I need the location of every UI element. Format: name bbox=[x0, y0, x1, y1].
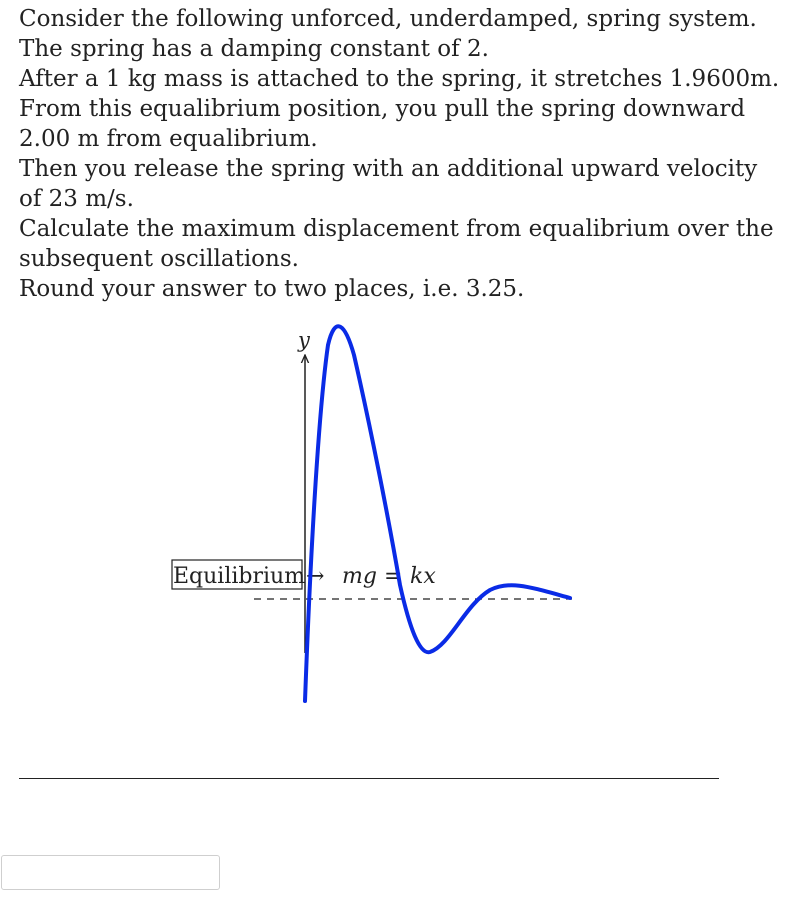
answer-separator-line bbox=[19, 778, 719, 779]
answer-input[interactable] bbox=[1, 855, 220, 890]
y-axis-label: y bbox=[298, 328, 310, 352]
spring-figure bbox=[160, 315, 590, 715]
problem-line: of 23 m/s. bbox=[19, 186, 134, 212]
equilibrium-label: Equilibrium bbox=[173, 564, 306, 589]
kx-label: kx bbox=[410, 564, 436, 589]
problem-statement bbox=[19, 4, 780, 304]
problem-line: The spring has a damping constant of 2. bbox=[19, 36, 489, 62]
problem-line: Consider the following unforced, underdamped, spring system. bbox=[19, 6, 757, 32]
problem-line: subsequent oscillations. bbox=[19, 246, 299, 272]
problem-line: Round your answer to two places, i.e. 3.25. bbox=[19, 276, 525, 302]
problem-line: Calculate the maximum displacement from equalibrium over the bbox=[19, 216, 774, 242]
equals-sign: = bbox=[384, 564, 403, 589]
problem-line: After a 1 kg mass is attached to the spring, it stretches 1.9600m. bbox=[19, 66, 780, 92]
problem-line: From this equalibrium position, you pull the spring downward bbox=[19, 96, 746, 122]
displacement-curve bbox=[305, 326, 570, 701]
problem-line: 2.00 m from equalibrium. bbox=[19, 126, 318, 152]
problem-line: Then you release the spring with an additional upward velocity bbox=[19, 156, 758, 182]
force-arrow-glyph: → bbox=[306, 564, 325, 589]
mg-label: mg bbox=[342, 564, 377, 589]
